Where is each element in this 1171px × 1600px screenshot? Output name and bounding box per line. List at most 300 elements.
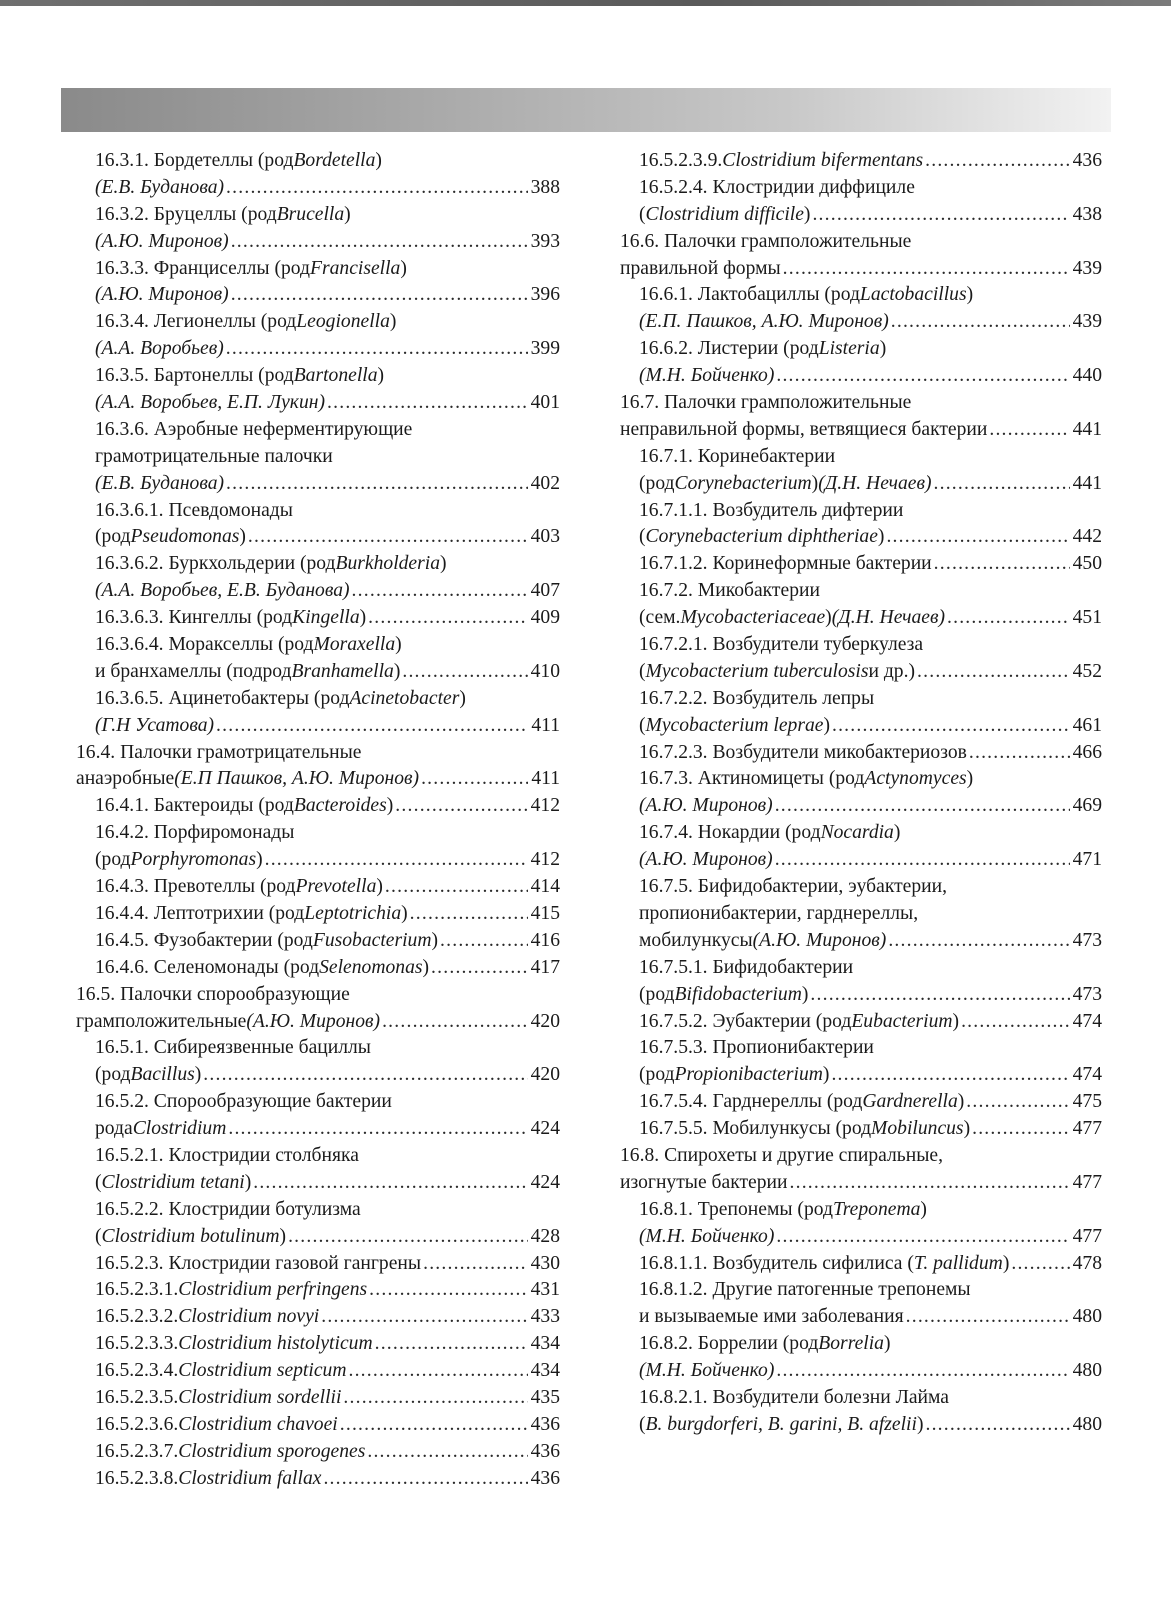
toc-entry-line [620,1035,1102,1062]
toc-text: и бранхамеллы (подрод [95,660,292,682]
toc-italic-text: (А.Ю. Миронов) [95,230,229,252]
toc-text: ) [386,795,394,817]
toc-text: 16.3.6.3. Кингеллы (род [95,607,293,629]
page-number: 474 [1072,1010,1102,1032]
toc-entry-line [620,444,1102,471]
page-number: 439 [1072,257,1102,279]
toc-italic-text: (М.Н. Бойченко) [639,1225,775,1247]
toc-text: 16.5.2.3.1. [95,1279,179,1301]
toc-entry-line [620,1009,1102,1036]
toc-text: 16.6.1. Лактобациллы (род [639,284,860,306]
page-number: 480 [1072,1413,1102,1435]
toc-entry-line [620,417,1102,444]
dot-leader [253,1170,527,1197]
toc-text: 16.4.1. Бактероиды (род [95,795,294,817]
dot-leader [969,740,1070,767]
toc-italic-text: Prevotella [295,876,377,898]
toc-entry-line [76,1358,560,1385]
toc-text: ) [1002,1252,1010,1274]
toc-entry-line [76,793,560,820]
toc-text: 16.5.2.4. Клостридии диффициле [639,176,915,198]
toc-entry-line [76,659,560,686]
page-number: 411 [531,714,560,736]
toc-text: ) [376,876,383,898]
toc-entry-line [76,1412,560,1439]
page-number: 436 [1072,150,1102,171]
page-number: 441 [1072,472,1102,494]
toc-text: 16.5.2.3.2. [95,1306,179,1328]
toc-italic-text: Acinetobacter [349,687,460,709]
toc-italic-text: Moraxella [313,634,396,656]
toc-entry-line [76,578,560,605]
toc-text: ) [952,1010,960,1032]
toc-text: ) [801,983,809,1005]
toc-entry-line [620,282,1102,309]
dot-leader [917,659,1070,686]
toc-text: 16.4.6. Селеномонады (род [95,956,320,978]
toc-text: ) [375,150,382,171]
dot-leader [352,578,528,605]
toc-entry-line [76,1277,560,1304]
toc-entry-line [620,713,1102,740]
dot-leader [375,1331,528,1358]
toc-text: 16.7.5.5. Мобилункусы (род [639,1118,872,1140]
toc-text: 16.3.6.4. Моракселлы (род [95,634,314,656]
dot-leader [343,1385,527,1412]
toc-italic-text: (А.Ю. Миронов) [639,795,773,817]
page-number: 417 [530,956,560,978]
toc-text: 16.4. Палочки грамотрицательные [76,741,362,763]
toc-entry-line [76,1224,560,1251]
toc-text: 16.5.2.3.8. [95,1467,179,1489]
toc-text: 16.7.3. Актиномицеты (род [639,768,865,790]
toc-text: (род [639,472,675,494]
toc-italic-text: Clostridium fallax [178,1467,322,1489]
toc-entry-line [620,1197,1102,1224]
page-number: 399 [530,338,560,360]
toc-column-left [76,148,560,1493]
dot-leader [226,175,528,202]
toc-text: 16.3.5. Бартонеллы (род [95,365,294,387]
page-number: 474 [1072,1064,1102,1086]
toc-italic-text: (Д.Н. Нечаев) [818,472,932,494]
toc-text: 16.5.2.1. Клостридии столбняка [95,1144,359,1166]
toc-text: ) [359,607,367,629]
toc-text: 16.8.1.1. Возбудитель сифилиса ( [639,1252,914,1274]
dot-leader [348,1358,527,1385]
toc-text: ) [239,526,246,548]
dot-leader [423,1251,528,1278]
toc-entry-line [620,336,1102,363]
toc-entry-line [76,1035,560,1062]
toc-entry-line [620,1331,1102,1358]
toc-entry-line [620,1170,1102,1197]
toc-text: 16.8.1. Трепонемы (род [639,1198,833,1220]
page-number: 388 [530,176,560,198]
toc-entry-line [620,309,1102,336]
page-number: 436 [530,1440,560,1462]
top-page-rule [0,0,1171,6]
page-number: 439 [1072,311,1102,333]
toc-italic-text: Leptotrichia [304,902,402,924]
toc-text: ) [279,1225,287,1247]
page-number: 428 [530,1225,560,1247]
page-number: 436 [530,1467,560,1489]
toc-text: ) [401,902,408,924]
toc-italic-text: Listeria [818,338,880,360]
page-number: 451 [1072,607,1102,629]
toc-entry-line [76,524,560,551]
page-number: 466 [1072,741,1102,763]
toc-italic-text: (А.Ю. Миронов) [639,849,773,871]
page-number: 480 [1072,1360,1102,1382]
page-number: 430 [530,1252,560,1274]
toc-italic-text: Nocardia [820,822,894,844]
dot-leader [947,605,1070,632]
toc-text: (род [639,1064,675,1086]
toc-italic-text: (М.Н. Бойченко) [639,365,775,387]
toc-text: ) [822,1064,830,1086]
toc-italic-text: T. pallidum [913,1252,1003,1274]
page-number: 477 [1072,1171,1102,1193]
page-number: 450 [1072,553,1102,575]
dot-leader [831,1062,1069,1089]
toc-entry-line [76,955,560,982]
toc-italic-text: Porphyromonas [130,849,257,871]
page-number: 412 [530,849,560,871]
toc-text: рода [95,1118,133,1140]
toc-text: 16.8.2. Боррелии (род [639,1333,819,1355]
dot-leader [431,955,528,982]
toc-text: ( [639,526,646,548]
page-number: 409 [530,607,560,629]
toc-entry-line [620,766,1102,793]
toc-entry-line [76,417,560,444]
toc-entry-line [620,874,1102,901]
toc-text: 16.4.5. Фузобактерии (род [95,929,313,951]
toc-entry-line [620,793,1102,820]
toc-entry-line [76,1143,560,1170]
toc-entry-line [76,1170,560,1197]
toc-text: 16.3.4. Легионеллы (род [95,311,297,333]
toc-entry-line [76,1009,560,1036]
toc-entry-line [620,256,1102,283]
toc-text: ) [893,822,901,844]
toc-text: 16.5.2.3. Клостридии газовой гангрены [95,1252,422,1274]
dot-leader [790,1170,1070,1197]
toc-text: 16.7.5.2. Эубактерии (род [639,1010,852,1032]
toc-entry-line [620,1224,1102,1251]
dot-leader [231,282,528,309]
dot-leader [925,1412,1069,1439]
page-number: 473 [1072,983,1102,1005]
toc-italic-text: (А.А. Воробьев) [95,338,224,360]
toc-italic-text: Mycobacterium leprae [645,714,824,736]
toc-italic-text: Corynebacterium [674,472,812,494]
toc-text: (род [95,849,131,871]
page-number: 424 [530,1171,560,1193]
toc-entry-line [620,1116,1102,1143]
toc-text: (род [639,983,675,1005]
toc-italic-text: Leogionella [296,311,390,333]
toc-entry-line [76,256,560,283]
toc-italic-text: Actynomyces [864,768,967,790]
page-number: 401 [530,392,560,414]
toc-text: 16.7.5.4. Гарднереллы (род [639,1091,863,1113]
toc-text: ) [344,203,351,225]
dot-leader [776,1358,1069,1385]
toc-entry-line [620,498,1102,525]
dot-leader [906,1304,1070,1331]
toc-entry-line [76,1251,560,1278]
toc-entry-line [76,820,560,847]
toc-italic-text: (Г.Н Усатова) [95,714,215,736]
toc-italic-text: (А.Ю. Миронов) [95,284,229,306]
dot-leader [340,1412,528,1439]
toc-entry-line [620,659,1102,686]
toc-italic-text: Bacillus [130,1064,195,1086]
toc-text: ) [879,338,887,360]
toc-italic-text: Clostridium [132,1118,227,1140]
toc-entry-line [76,1466,560,1493]
toc-text: 16.5. Палочки спорообразующие [76,983,350,1005]
toc-text: ) [966,284,974,306]
toc-entry-line [620,578,1102,605]
toc-text: 16.7.1. Коринебактерии [639,445,836,467]
toc-entry-line [620,202,1102,229]
dot-leader [288,1224,528,1251]
toc-entry-line [76,551,560,578]
dot-leader [775,793,1070,820]
toc-text: грамотрицательные палочки [95,445,333,467]
toc-italic-text: Corynebacterium diphtheriae [645,526,878,548]
toc-text: ) [395,634,402,656]
toc-text: ) [422,956,430,978]
toc-text: 16.7. Палочки грамположительные [620,392,912,414]
toc-text: ) [920,1198,927,1220]
toc-text: ) [393,660,401,682]
page-number: 477 [1072,1118,1102,1140]
toc-text: изогнутые бактерии [620,1171,788,1193]
toc-text: ) [966,768,974,790]
toc-text: 16.7.5.1. Бифидобактерии [639,956,854,978]
dot-leader [1011,1251,1069,1278]
page-number: 461 [1072,714,1102,736]
dot-leader [231,229,528,256]
dot-leader [886,524,1069,551]
toc-text: 16.7.2.2. Возбудитель лепры [639,687,875,709]
toc-entry-line [76,390,560,417]
toc-text: ) [431,929,439,951]
toc-entry-line [76,363,560,390]
toc-text: ) [823,714,830,736]
toc-text: 16.4.2. Порфиромонады [95,822,295,844]
page-number: 433 [530,1306,560,1328]
toc-entry-line [620,1277,1102,1304]
toc-entry-line [620,928,1102,955]
toc-entry-line [76,444,560,471]
page-number: 402 [530,472,560,494]
page-number: 475 [1072,1091,1102,1113]
toc-text: 16.5.2.3.3. [95,1333,179,1355]
toc-entry-line [76,175,560,202]
toc-italic-text: Bacteroides [293,795,387,817]
toc-text: и вызываемые ими заболевания [639,1306,904,1328]
page-number: 469 [1072,795,1102,817]
dot-leader [382,1009,528,1036]
toc-entry-line [76,1089,560,1116]
toc-text: ) [963,1118,971,1140]
toc-italic-text: Mobiluncus [871,1118,964,1140]
toc-entry-line [620,1385,1102,1412]
toc-italic-text: (Е.В. Буданова) [95,176,225,198]
toc-text: мобилункусы [639,929,753,951]
toc-text: 16.7.5.3. Пропионибактерии [639,1037,874,1059]
toc-italic-text: Bordetella [293,150,376,171]
toc-text: ( [639,1413,646,1435]
toc-text: ) [389,311,397,333]
dot-leader [989,417,1069,444]
dot-leader [812,202,1069,229]
toc-text: ( [639,203,646,225]
dot-leader [891,309,1070,336]
dot-leader [832,713,1070,740]
toc-entry-line [620,1089,1102,1116]
dot-leader [776,363,1069,390]
toc-entry-line [620,148,1102,175]
toc-text: 16.3.6.2. Буркхольдерии (род [95,553,336,575]
toc-text: ) [256,849,263,871]
toc-text: анаэробные [76,768,175,790]
toc-text: ) [244,1171,252,1193]
toc-italic-text: Kingella [292,607,360,629]
toc-text: 16.3.3. Франциселлы (род [95,257,310,279]
toc-text: грамположительные [76,1010,247,1032]
dot-leader [888,928,1069,955]
toc-text: 16.8.2.1. Возбудители болезни Лайма [639,1386,950,1408]
toc-italic-text: B. burgdorferi, B. garini, B. afzelii [645,1413,917,1435]
toc-text: 16.6. Палочки грамположительные [620,230,912,252]
dot-leader [321,1304,527,1331]
toc-column-right [620,148,1102,1439]
toc-entry-line [620,1358,1102,1385]
dot-leader [966,1089,1069,1116]
toc-text: и др.) [868,660,916,682]
toc-text: 16.5.2.2. Клостридии ботулизма [95,1198,361,1220]
toc-text: 16.5.2.3.5. [95,1386,179,1408]
toc-text: 16.7.2.1. Возбудители туберкулеза [639,634,924,656]
toc-entry-line [76,1439,560,1466]
toc-entry-line [76,229,560,256]
toc-text: ) [440,553,447,575]
toc-entry-line [620,390,1102,417]
toc-entry-line [76,632,560,659]
toc-entry-line [620,551,1102,578]
toc-italic-text: Lactobacillus [859,284,967,306]
toc-text: ) [877,526,885,548]
toc-entry-line [620,740,1102,767]
page-number: 416 [530,929,560,951]
toc-text: ) [459,687,466,709]
toc-entry-line [76,148,560,175]
dot-leader [248,524,528,551]
toc-italic-text: Treponema [832,1198,921,1220]
toc-entry-line [620,1304,1102,1331]
toc-italic-text: Clostridium difficile [645,203,804,225]
toc-text: 16.7.2. Микобактерии [639,580,820,602]
dot-leader [369,1277,527,1304]
toc-entry-line [620,1412,1102,1439]
page-number: 480 [1072,1306,1102,1328]
dot-leader [327,390,528,417]
toc-text: пропионибактерии, гарднереллы, [639,902,919,924]
toc-entry-line [76,686,560,713]
toc-text: ) [916,1413,924,1435]
page-number: 435 [530,1386,560,1408]
toc-italic-text: (А.А. Воробьев, Е.В. Буданова) [95,580,350,602]
dot-leader [265,847,528,874]
toc-entry-line [76,605,560,632]
toc-italic-text: (Д.Н. Нечаев) [831,607,945,629]
toc-text: ( [95,1225,102,1247]
dot-leader [421,766,528,793]
toc-entry-line [76,1331,560,1358]
toc-entry-line [76,202,560,229]
page-number: 415 [530,902,560,924]
toc-italic-text: (Е.В. Буданова) [95,472,225,494]
toc-entry-line [620,471,1102,498]
toc-entry-line [620,820,1102,847]
toc-entry-line [76,1116,560,1143]
toc-text: 16.5.2. Спорообразующие бактерии [95,1091,392,1113]
toc-text: ( [95,1171,102,1193]
dot-leader [810,982,1069,1009]
toc-entry-line [76,1062,560,1089]
header-band [61,88,1111,132]
page-number: 403 [530,526,560,548]
toc-text: правильной формы [620,257,781,279]
toc-italic-text: Clostridium chavoei [178,1413,338,1435]
page-number: 420 [530,1064,560,1086]
toc-entry-line [76,498,560,525]
toc-italic-text: Gardnerella [862,1091,958,1113]
page-number: 477 [1072,1225,1102,1247]
toc-text: 16.8. Спирохеты и другие спиральные, [620,1144,943,1166]
page-number: 452 [1072,660,1102,682]
page-number: 434 [530,1333,560,1355]
toc-italic-text: Propionibacterium [674,1064,823,1086]
dot-leader [323,1466,527,1493]
toc-text: (сем. [639,607,681,629]
toc-entry-line [620,229,1102,256]
toc-italic-text: Borrelia [818,1333,884,1355]
toc-italic-text: Pseudomonas [130,526,240,548]
dot-leader [402,659,527,686]
dot-leader [775,847,1070,874]
toc-text: 16.6.2. Листерии (род [639,338,819,360]
toc-text: (род [95,526,131,548]
toc-entry-line [76,309,560,336]
toc-text: ) [803,203,811,225]
page-number: 414 [530,876,560,898]
toc-italic-text: Bartonella [293,365,378,387]
toc-italic-text: Clostridium tetani [101,1171,245,1193]
toc-entry-line [76,901,560,928]
toc-entry-line [76,874,560,901]
toc-entry-line [76,336,560,363]
toc-text: 16.5.2.3.9. [639,150,723,171]
page-number: 412 [530,795,560,817]
